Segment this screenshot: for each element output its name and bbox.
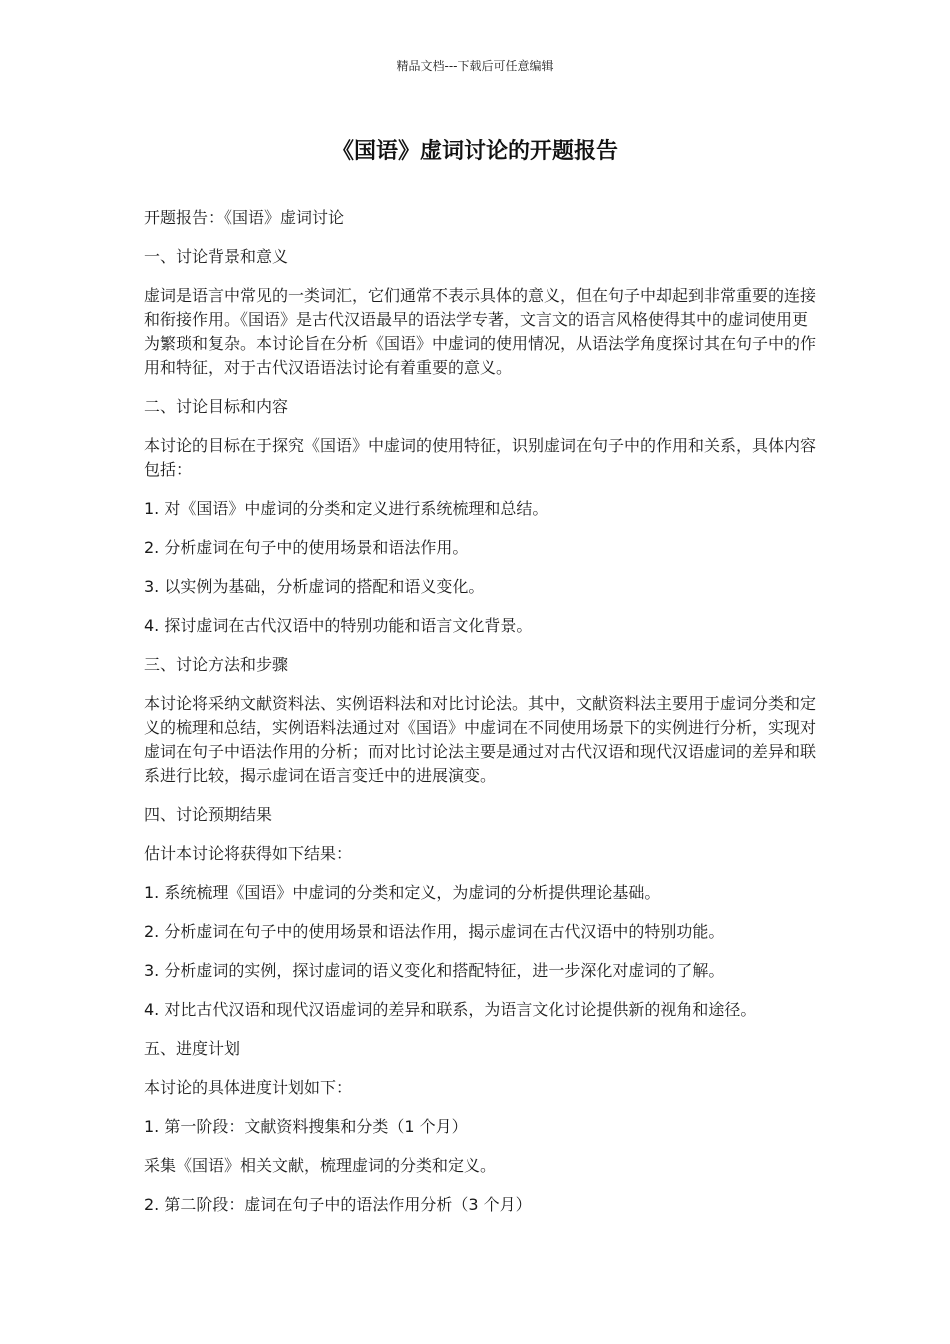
paragraph-background: 虚词是语言中常见的一类词汇，它们通常不表示具体的意义，但在句子中却起到非常重要的连接和衔接作用。《国语》是古代汉语最早的语法学专著，文言文的语言风格使得其中的虚词使用更为繁琐和复杂。本讨论旨在分析《国语》中虚词的使用情况，从语法学角度探讨其在句子中的作用和特征，对于古代汉语语法讨论有着重要的意义。 [144, 286, 817, 377]
list-item-result-1: 1. 系统梳理《国语》中虚词的分类和定义，为虚词的分析提供理论基础。 [144, 883, 661, 902]
list-item-goal-3: 3. 以实例为基础，分析虚词的搭配和语义变化。 [144, 577, 485, 596]
list-item-goal-2: 2. 分析虚词在句子中的使用场景和语法作用。 [144, 538, 469, 557]
paragraph-results-intro: 估计本讨论将获得如下结果： [144, 844, 353, 863]
paragraph-goals-intro: 本讨论的目标在于探究《国语》中虚词的使用特征，识别虚词在句子中的作用和关系，具体内容包括： [144, 436, 817, 479]
page-header: 精品文档---下载后可任意编辑 [396, 59, 554, 73]
paragraph-schedule-intro: 本讨论的具体进度计划如下： [144, 1078, 353, 1097]
document-title: 《国语》虚词讨论的开题报告 [331, 139, 618, 164]
report-label: 开题报告：《国语》虚词讨论 [144, 208, 345, 227]
list-item-result-3: 3. 分析虚词的实例，探讨虚词的语义变化和搭配特征，进一步深化对虚词的了解。 [144, 961, 725, 980]
section-heading-results: 四、讨论预期结果 [144, 805, 273, 824]
paragraph-phase-1-detail: 采集《国语》相关文献，梳理虚词的分类和定义。 [144, 1156, 497, 1175]
list-item-phase-1: 1. 第一阶段：文献资料搜集和分类（1 个月） [144, 1117, 468, 1136]
list-item-goal-1: 1. 对《国语》中虚词的分类和定义进行系统梳理和总结。 [144, 499, 549, 518]
section-heading-methods: 三、讨论方法和步骤 [144, 655, 289, 674]
paragraph-methods: 本讨论将采纳文献资料法、实例语料法和对比讨论法。其中，文献资料法主要用于虚词分类和定义的梳理和总结，实例语料法通过对《国语》中虚词在不同使用场景下的实例进行分析，实现对虚词在句子中语法作用的分析；而对比讨论法主要是通过对古代汉语和现代汉语虚词的差异和联系进行比较，揭示虚词在语言变迁中的进展演变。 [144, 694, 817, 785]
list-item-result-2: 2. 分析虚词在句子中的使用场景和语法作用，揭示虚词在古代汉语中的特别功能。 [144, 922, 725, 941]
section-heading-goals: 二、讨论目标和内容 [144, 397, 289, 416]
list-item-phase-2: 2. 第二阶段：虚词在句子中的语法作用分析（3 个月） [144, 1195, 532, 1214]
section-heading-background: 一、讨论背景和意义 [144, 247, 289, 266]
list-item-result-4: 4. 对比古代汉语和现代汉语虚词的差异和联系，为语言文化讨论提供新的视角和途径。 [144, 1000, 757, 1019]
document-body [144, 206, 816, 1232]
section-heading-schedule: 五、进度计划 [144, 1039, 241, 1058]
list-item-goal-4: 4. 探讨虚词在古代汉语中的特别功能和语言文化背景。 [144, 616, 533, 635]
